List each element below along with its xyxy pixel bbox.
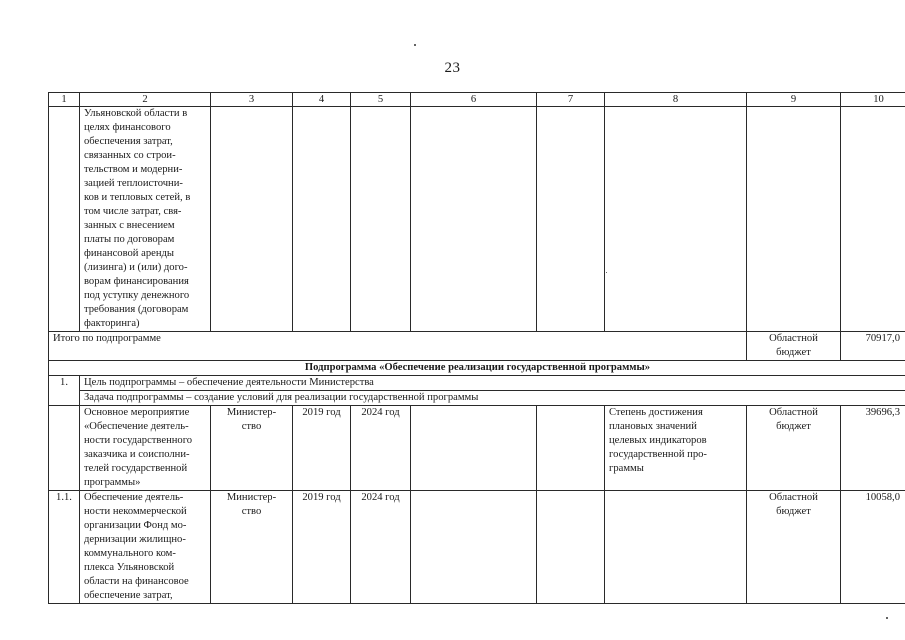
column-number: 6 xyxy=(411,93,537,107)
column-number: 5 xyxy=(351,93,411,107)
table-cell xyxy=(747,107,841,332)
table-cell xyxy=(293,107,351,332)
table-cell xyxy=(411,406,537,491)
amount-cell: 39696,3 xyxy=(841,406,905,491)
table-cell xyxy=(537,406,605,491)
table-cell xyxy=(537,491,605,604)
activity-row-1-1 xyxy=(49,491,905,604)
row-number: 1. xyxy=(49,376,80,406)
amount-cell: 70917,0 xyxy=(841,332,905,361)
subprogram-goal: Цель подпрограммы – обеспечение деятельности Министерства xyxy=(80,376,905,391)
total-label: Итого по подпрограмме xyxy=(49,332,747,361)
column-number: 3 xyxy=(211,93,293,107)
column-number: 9 xyxy=(747,93,841,107)
table-cell xyxy=(841,107,905,332)
end-year-cell: 2024 год xyxy=(351,491,411,604)
end-year-cell: 2024 год xyxy=(351,406,411,491)
column-number-row xyxy=(49,93,905,107)
funding-source-cell: Областной бюджет xyxy=(747,406,841,491)
subprogram-title-row xyxy=(49,361,905,376)
start-year-cell: 2019 год xyxy=(293,406,351,491)
subprogram-task: Задача подпрограммы – создание условий для реализации государственной программы xyxy=(80,391,905,406)
indicator-cell: Степень достижения плановых значений целевых индикаторов государственной про- граммы xyxy=(605,406,747,491)
scan-speck xyxy=(414,44,416,46)
table-row-total xyxy=(49,332,905,361)
table-cell xyxy=(411,107,537,332)
activity-name-cell: Основное мероприятие «Обеспечение деятель- ности государственного заказчика и соисполни- телей государственной программы» xyxy=(80,406,211,491)
column-number: 1 xyxy=(49,93,80,107)
funding-source-cell: Областной бюджет xyxy=(747,491,841,604)
column-number: 8 xyxy=(605,93,747,107)
table-cell xyxy=(351,107,411,332)
table-cell xyxy=(49,107,80,332)
executor-cell: Министер- ство xyxy=(211,491,293,604)
column-number: 10 xyxy=(841,93,905,107)
subprogram-title: Подпрограмма «Обеспечение реализации государственной программы» xyxy=(49,361,905,376)
row-number: 1.1. xyxy=(49,491,80,604)
table-cell xyxy=(49,406,80,491)
column-number: 4 xyxy=(293,93,351,107)
activity-description-cell: Ульяновской области в целях финансового обеспечения затрат, связанных со строи- тельством и модерни- зацией теплоисточни- ков и тепловых сетей, в том числе затрат, свя- занных с внесением платы по договорам финансовой аренды (лизинга) и (или) дого- ворам финансирования под уступку денежного требования (договорам факторинга) xyxy=(80,107,211,332)
table-cell xyxy=(411,491,537,604)
task-row xyxy=(49,391,905,406)
column-number: 7 xyxy=(537,93,605,107)
scan-speck xyxy=(886,617,888,619)
funding-source-cell: Областной бюджет xyxy=(747,332,841,361)
goal-row xyxy=(49,376,905,391)
column-number: 2 xyxy=(80,93,211,107)
table-row-continued xyxy=(49,107,905,332)
page-number: 23 xyxy=(444,60,461,76)
table-cell xyxy=(537,107,605,332)
executor-cell: Министер- ство xyxy=(211,406,293,491)
amount-cell: 10058,0 xyxy=(841,491,905,604)
main-activity-row xyxy=(49,406,905,491)
program-table xyxy=(48,92,905,604)
table-cell xyxy=(211,107,293,332)
table-cell xyxy=(605,107,747,332)
table-cell xyxy=(605,491,747,604)
start-year-cell: 2019 год xyxy=(293,491,351,604)
activity-name-cell: Обеспечение деятель- ности некоммерческой организации Фонд мо- дернизации жилищно- коммунального ком- плекса Ульяновской области на финансовое обеспечение затрат, xyxy=(80,491,211,604)
